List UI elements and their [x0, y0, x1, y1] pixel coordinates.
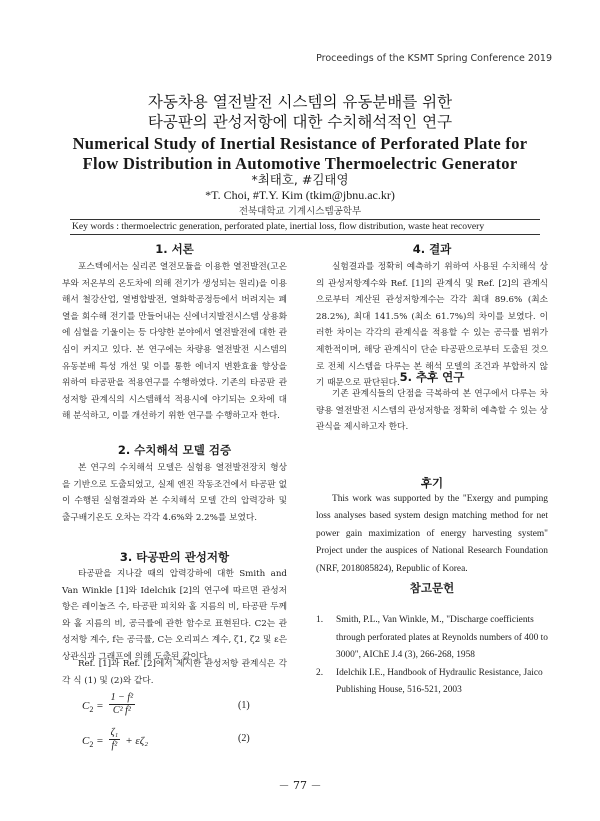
eq1-fraction	[109, 692, 136, 717]
section-1-title: 1. 서론	[155, 242, 194, 256]
equation-2	[82, 727, 148, 752]
reference-item: 2. Idelchik I.E., Handbook of Hydraulic Resistance, Jaico Publishing House, 516-521, 2003	[316, 667, 543, 695]
eq2-denominator: f²	[111, 740, 118, 751]
section-5-title: 5. 추후 연구	[399, 370, 465, 384]
title-english-line2: Flow Distribution in Automotive Thermoelectric Generator	[82, 154, 518, 173]
section-2-title: 2. 수치해석 모델 검증	[117, 443, 232, 457]
section-4-title: 4. 결과	[412, 242, 452, 256]
section-2-text: 본 연구의 수치해석 모델은 실험용 열전발전장치 형상을 기반으로 도출되었고, 실제 엔진 작동조건에서 타공판 없이 수행된 실험결과와 본 수치해석 모델 간의 압력강하 및 출구배기온도 오차는 각각 4.6%와 2.2%를 보였다.	[62, 463, 287, 523]
keywords-rule-top	[70, 219, 540, 220]
eq1-denominator: C² f²	[112, 705, 131, 716]
references-title: 참고문헌	[409, 581, 455, 595]
conference-header: Proceedings of the KSMT Spring Conference 2019	[316, 53, 552, 64]
acknowledgement-text: This work was supported by the "Exergy and pumping loss analyses based system design matching method for net power gain maximization of energy harvesting system" Project under the auspices of National Research Foundation (NRF, 2018085824), Republic of Korea.	[316, 494, 548, 574]
section-3-text-2: Ref. [1]과 Ref. [2]에서 제시한 관성저항 관계식은 각각 식 (1) 및 (2)와 같다.	[62, 659, 287, 686]
acknowledgement-title: 후기	[420, 476, 444, 490]
section-3-title: 3. 타공판의 관성저항	[119, 550, 230, 564]
keywords: Key words : thermoelectric generation, perforated plate, inertial loss, flow distribution, waste heat recovery	[72, 221, 485, 232]
section-1-text: 포스텍에서는 실리콘 열전모듈을 이용한 열전발전(고온부와 저온부의 온도차에 의해 전기가 생성되는 원리)을 이용해서 철강산업, 열병합발전, 열화학공정등에서 버려지는 폐열을 회수해 전기를 만들어내는 신에너지발전시스템 상용화에 심혈을 기울이는 등 다양한 분야에서 열전발전에 대한 관심이 커지고 있다. 본 연구에는 차량용 열전발전 시스템의 유동분배 특성 개선 및 이를 통한 에너지 변환효율 향상을 위하여 타공판을 적용연구를 수행하였다. 기존의 타공판 관성저항 관계식의 시스템해석 적용시에 야기되는 오차에 대해 분석하고, 이를 개선하기 위한 연구를 수행하고자 한다.	[62, 262, 287, 422]
eq1-numerator: 1 − f²	[110, 692, 134, 703]
eq2-numerator: ζ₁	[110, 727, 119, 738]
references-list	[316, 612, 548, 700]
title-english-line1: Numerical Study of Inertial Resistance of Perforated Plate for	[72, 134, 528, 153]
eq2-fraction	[109, 727, 121, 752]
affiliation: 전북대학교 기계시스템공학부	[238, 206, 362, 217]
reference-item: 1. Smith, P.L., Van Winkle, M., "Discharge coefficients through perforated plates at Reynolds numbers of 400 to 3000", AIChE J.4 (3), 266-268, 1958	[316, 615, 548, 660]
eq2-tail: + εζ₂	[125, 735, 149, 747]
page-number: － 77 －	[278, 779, 322, 792]
section-5-text: 기존 관계식들의 단점을 극복하여 본 연구에서 다루는 차량용 열전발전 시스템의 관성저항을 정확히 예측할 수 있는 상관식을 제시하고자 한다.	[316, 389, 548, 433]
title-korean-line1: 자동차용 열전발전 시스템의 유동분배를 위한	[147, 93, 453, 111]
equation-1	[82, 692, 135, 717]
eq1-lhs: $C_2$ =	[82, 700, 104, 715]
section-3-text-1: 타공판을 지나갈 때의 압력강하에 대한 Smith and Van Winkle [1]와 Idelchik [2]의 연구에 따르면 관성저항은 레이놀즈 수, 타공판 피치와 홀 지름의 비, 타공판 두께와 홀 지름의 비, 공극률에 관한 함수로 표현된다. C2는 관성저항 계수, f는 공극률, C는 오리피스 계수, ζ1, ζ2 및 ε은 상관식과 그래프에 의해 도출된 값이다.	[62, 569, 287, 662]
eq2-label: (2)	[238, 733, 250, 744]
eq1-label: (1)	[238, 700, 250, 711]
section-4-text: 실험결과를 정확히 예측하기 위하여 사용된 수치해석 상의 관성저항계수와 Ref. [1]의 관계식 및 Ref. [2]의 관계식으로부터 계산된 관성저항계수는 각각 최대 89.6% (최소 28.2%), 최대 141.5% (최소 61.7%)의 차이를 보였다. 이러한 차이는 각각의 관계식을 적용할 수 있는 공극률 범위가 제한적이며, 해당 관계식이 단순 타공판으로부터 도출된 것으로 전체 시스템을 다루는 본 해석 모델의 조건과 부합하지 않기 때문으로 판단된다.	[316, 262, 548, 389]
eq2-lhs: $C_2$ =	[82, 735, 104, 750]
authors-korean: *최태호, #김태영	[251, 172, 349, 187]
authors-english: *T. Choi, #T.Y. Kim (tkim@jbnu.ac.kr)	[205, 188, 395, 202]
keywords-rule-bottom	[70, 234, 540, 235]
title-korean-line2: 타공판의 관성저항에 대한 수치해석적인 연구	[147, 113, 453, 131]
